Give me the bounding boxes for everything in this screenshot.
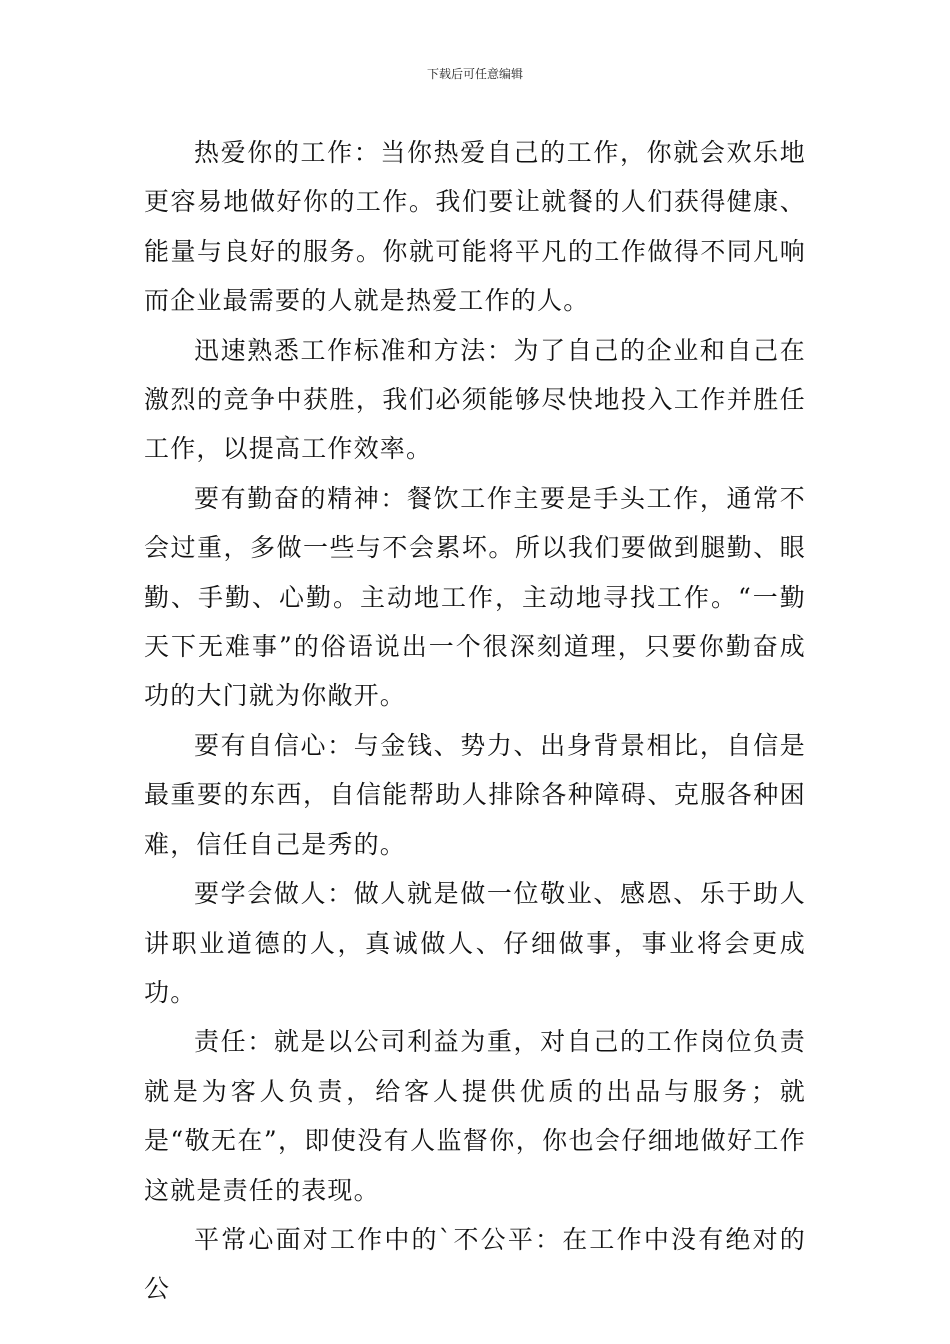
document-body bbox=[144, 128, 806, 1314]
paragraph-responsibility: 责任：就是以公司利益为重，对自己的工作岗位负责就是为客人负责，给客人提供优质的出品与服务；就是“敬无在”，即使没有人监督你，你也会仔细地做好工作这就是责任的表现。 bbox=[144, 1027, 806, 1205]
paragraph-love-work: 热爱你的工作：当你热爱自己的工作，你就会欢乐地更容易地做好你的工作。我们要让就餐的人们获得健康、能量与良好的服务。你就可能将平凡的工作做得不同凡响而企业最需要的人就是热爱工作的人。 bbox=[144, 138, 806, 316]
paragraph-learn-standards: 迅速熟悉工作标准和方法：为了自己的企业和自己在激烈的竞争中获胜，我们必须能够尽快地投入工作并胜任工作，以提高工作效率。 bbox=[144, 335, 806, 464]
paragraph-equanimity: 平常心面对工作中的`不公平：在工作中没有绝对的公 bbox=[144, 1224, 806, 1304]
paragraph-confidence: 要有自信心：与金钱、势力、出身背景相比，自信是最重要的东西，自信能帮助人排除各种障碍、克服各种困难，信任自己是秀的。 bbox=[144, 730, 806, 859]
paragraph-diligence: 要有勤奋的精神：餐饮工作主要是手头工作，通常不会过重，多做一些与不会累坏。所以我们要做到腿勤、眼勤、手勤、心勤。主动地工作，主动地寻找工作。“一勤天下无难事”的俗语说出一个很深刻道理，只要你勤奋成功的大门就为你敞开。 bbox=[144, 483, 806, 711]
page-header: 下载后可任意编辑 bbox=[426, 67, 523, 81]
paragraph-be-a-good-person: 要学会做人：做人就是做一位敬业、感恩、乐于助人讲职业道德的人，真诚做人、仔细做事，事业将会更成功。 bbox=[144, 879, 806, 1007]
